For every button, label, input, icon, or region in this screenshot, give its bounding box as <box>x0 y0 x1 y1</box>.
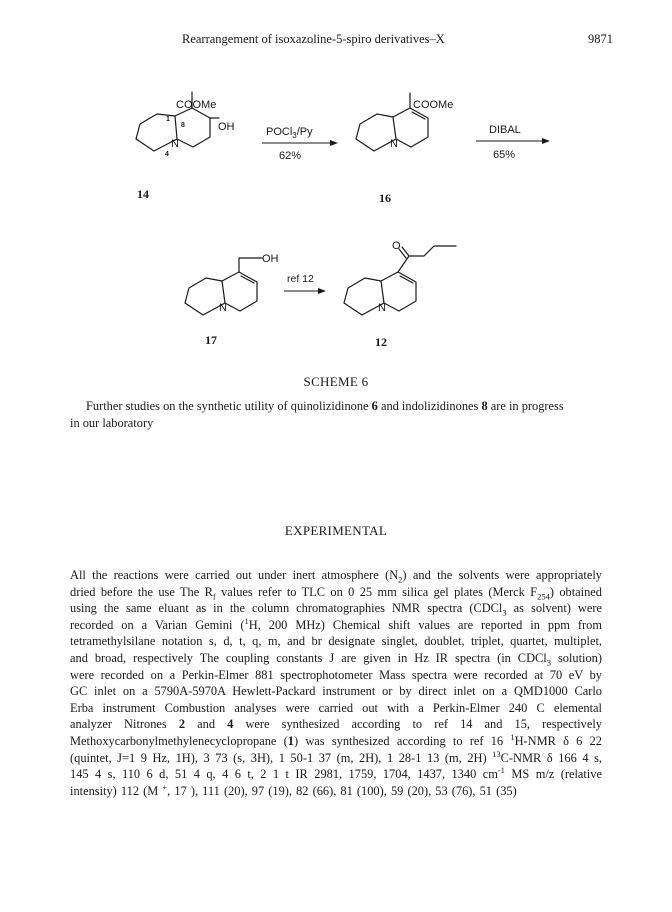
text-line <box>70 650 602 667</box>
text-run: 3 <box>546 657 551 668</box>
text-run: were synthesized according to ref 14 and 15, respectively <box>233 717 602 732</box>
text-run: 145 4 s, 110 6 d, 51 4 q, 4 6 t, 2 1 t IR 2981, 1759, 1704, 1437, 1340 cm <box>70 767 498 782</box>
text-run: Erba instrument Combustion analyses were carried out with a Perkin-Elmer 240 C elemental <box>70 700 602 715</box>
running-head-title: Rearrangement of isoxazoline-5-spiro derivatives–X <box>182 32 445 46</box>
text-run: + <box>162 781 168 792</box>
compound-number-12: 12 <box>375 335 387 349</box>
c14-locant-1: 1 <box>166 116 170 123</box>
compound-ref: 8 <box>481 399 488 413</box>
arrow-3 <box>284 273 326 294</box>
structure-14 <box>136 92 235 158</box>
text-run: in our laboratory <box>70 415 154 430</box>
text-run: intensity) 112 (M <box>70 783 163 798</box>
text-run: All the reactions were carried out under inert atmosphere (N <box>70 568 399 582</box>
text-run: 2 <box>178 717 186 732</box>
text-run: 2 <box>398 574 403 585</box>
text-run: Further studies on the synthetic utility of quinolizidinone <box>86 399 372 413</box>
text-run: 254 <box>537 591 550 602</box>
page-number: 9871 <box>588 32 613 46</box>
arrow-1 <box>262 126 338 162</box>
text-line <box>70 584 602 601</box>
text-run: solution) <box>550 650 603 665</box>
text-run: GC inlet on a 5790A-5970A Hewlett-Packard instrument or by direct inlet on a QMD1000 Carlo <box>70 684 602 699</box>
structure-12 <box>344 240 456 315</box>
text-run: using the same eluant as in the column chromatographies NMR spectra (CDCl <box>70 601 503 616</box>
c12-oxygen: O <box>392 240 401 252</box>
arrow-1-yield: 62% <box>279 150 302 162</box>
text-run: MS m/z (relative <box>504 767 602 782</box>
text-run: 4 <box>227 717 234 732</box>
text-run: 1 <box>244 615 249 626</box>
text-run: dried before the use The R <box>70 584 213 599</box>
text-run: tetramethylsilane notation s, d, t, q, m, and br designate singlet, doublet, triplet, quartet, multiplet, <box>70 634 602 649</box>
arrow-2-yield: 65% <box>493 149 516 161</box>
arrow-1-reagent: POCl$_3$/Py <box>266 126 313 140</box>
text-run: 1 <box>510 731 515 742</box>
text-run: ) and the solvents were appropriately <box>402 568 602 582</box>
text-run: H-NMR δ 6 22 <box>514 733 602 748</box>
reaction-scheme <box>0 0 672 370</box>
text-run: Methoxycarbonylmethylenecyclopropane ( <box>70 733 288 748</box>
text-run: f <box>212 591 216 602</box>
text-line <box>70 733 602 750</box>
text-run: are in progress <box>487 399 564 413</box>
text-line <box>70 617 602 634</box>
text-line <box>70 700 602 717</box>
text-run: 1 <box>287 733 294 748</box>
text-run: 13 <box>492 748 501 759</box>
compound-ref: 6 <box>371 399 378 413</box>
text-run: were recorded on a Perkin-Elmer 881 spectrophotometer Mass spectra were recorded at 70 eV by <box>70 667 602 682</box>
compound-number-17: 17 <box>205 333 217 347</box>
text-run: recorded on a Varian Gemini ( <box>70 617 245 632</box>
structure-16 <box>356 93 453 151</box>
text-line <box>70 683 602 700</box>
c14-hydroxyl: OH <box>218 121 235 133</box>
c16-nitrogen: N <box>390 138 398 150</box>
text-run: ) obtained <box>549 584 602 599</box>
text-run: C-NMR δ 166 4 s, <box>500 750 602 765</box>
text-run: as solvent) were <box>506 601 603 616</box>
text-run: -1 <box>497 765 505 775</box>
text-line <box>70 750 602 767</box>
structure-17 <box>185 253 279 315</box>
c14-locant-4: 4 <box>165 151 169 158</box>
text-line <box>70 600 602 617</box>
arrow-3-reagent: ref 12 <box>287 273 314 285</box>
c14-locant-8: 8 <box>181 122 185 129</box>
text-run: values refer to TLC on 0 25 mm silica gel plates (Merck F <box>215 584 538 599</box>
compound-number-16: 16 <box>379 191 391 205</box>
text-run: and broad, respectively The coupling constants J are given in Hz IR spectra (in CDCl <box>70 650 547 665</box>
paragraph-experimental <box>70 567 602 799</box>
text-run: analyzer Nitrones <box>70 717 179 732</box>
text-line <box>70 567 602 584</box>
scheme-label: SCHEME 6 <box>303 374 369 389</box>
text-line <box>70 766 602 783</box>
c17-nitrogen: N <box>219 302 227 314</box>
text-run: 3 <box>502 607 507 618</box>
arrow-2 <box>476 124 550 161</box>
text-run: , 17 ), 111 (20), 97 (19), 82 (66), 81 (100), 59 (20), 53 (76), 51 (35) <box>167 783 517 798</box>
text-line <box>70 716 602 733</box>
compound-number-14: 14 <box>137 187 149 201</box>
text-line <box>70 667 602 684</box>
c14-substituent: COOMe <box>176 99 217 111</box>
text-run: (quintet, J=1 9 Hz, 1H), 3 73 (s, 3H), 1 50-1 37 (m, 2H), 1 28-1 13 (m, 2H) <box>70 750 493 765</box>
text-line <box>70 783 602 800</box>
text-run: and indolizidinones <box>377 399 482 413</box>
text-run: H, 200 MHz) Chemical shift values are reported in ppm from <box>248 617 602 632</box>
text-run: ) was synthesized according to ref 16 <box>293 733 511 748</box>
arrow-2-reagent: DIBAL <box>489 124 521 136</box>
text-line <box>70 633 602 650</box>
paragraph-further-studies <box>70 398 602 431</box>
c12-nitrogen: N <box>378 302 386 314</box>
c16-substituent: COOMe <box>413 99 454 111</box>
c17-hydroxyl: OH <box>262 253 279 265</box>
section-heading-experimental: EXPERIMENTAL <box>284 523 388 538</box>
text-run: and <box>185 717 228 732</box>
c14-nitrogen: N <box>171 138 179 150</box>
